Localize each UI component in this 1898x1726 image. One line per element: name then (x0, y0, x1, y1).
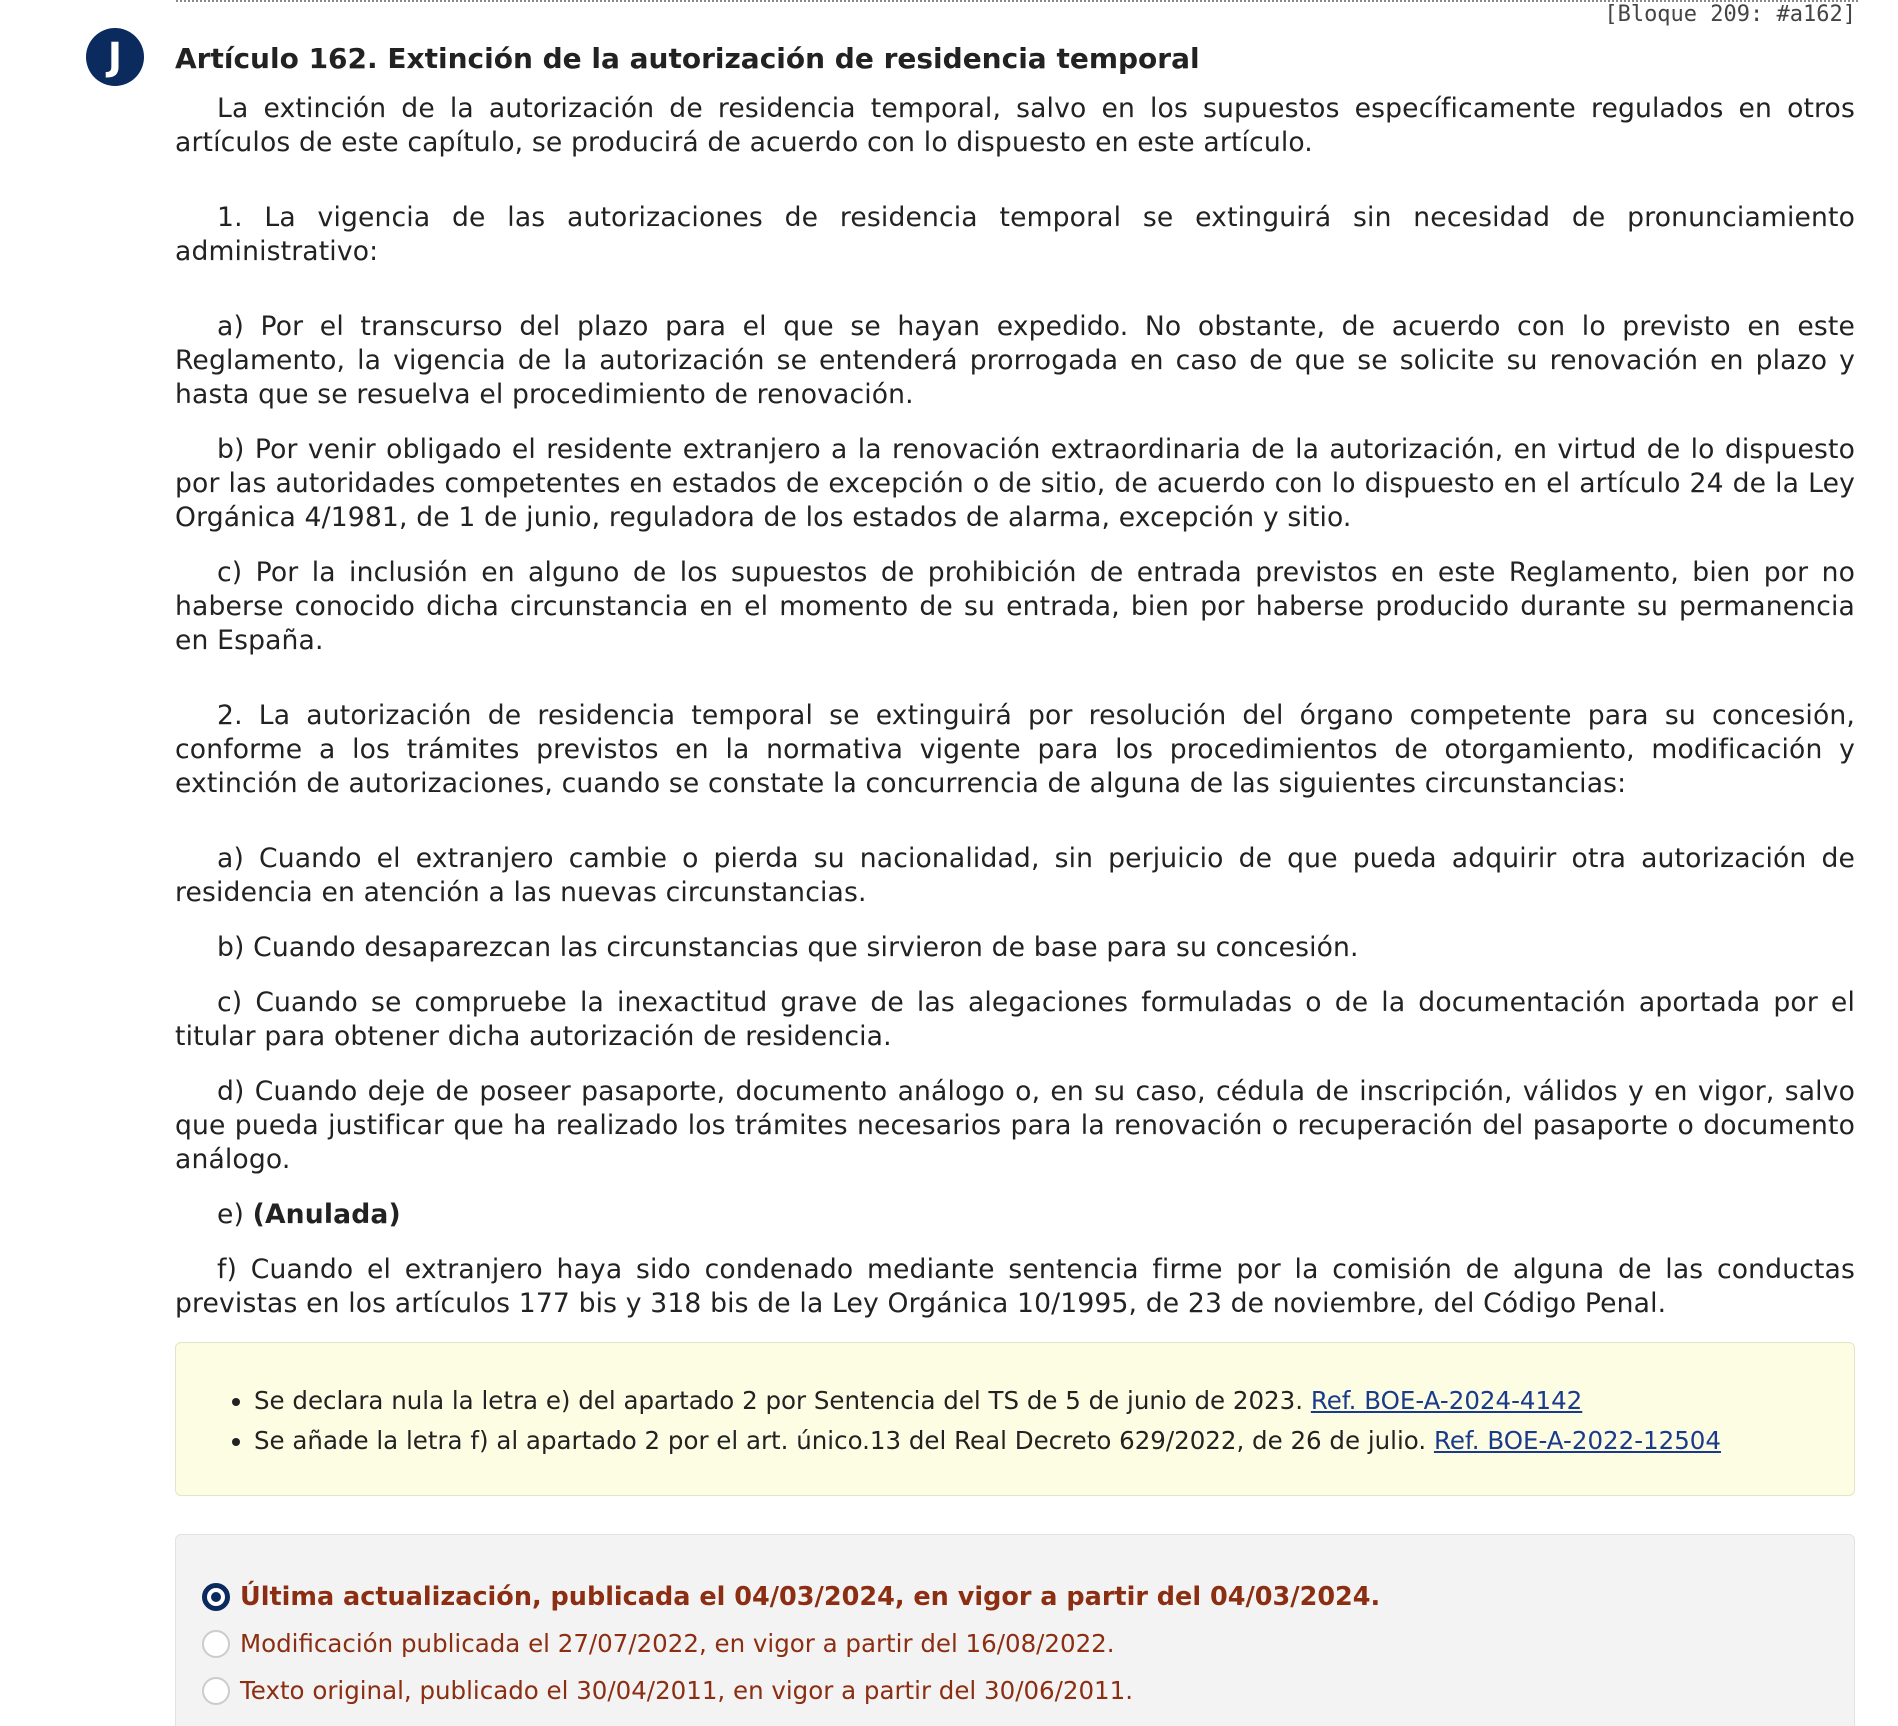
article-title: Artículo 162. Extinción de la autorización de residencia temporal (175, 42, 1200, 75)
section-2-d: d) Cuando deje de poseer pasaporte, documento análogo o, en su caso, cédula de inscripción, válidos y en vigor, salvo que pueda justificar que ha realizado los trámites necesarios para la renovación o recuperación del pasaporte o documento análogo. (175, 1076, 1855, 1175)
section-2-f: f) Cuando el extranjero haya sido condenado mediante sentencia firme por la comisión de alguna de las conductas previstas en los artículos 177 bis y 318 bis de la Ley Orgánica 10/1995, de 23 de noviembre, del Código Penal. (175, 1254, 1855, 1319)
section-1-c: c) Por la inclusión en alguno de los supuestos de prohibición de entrada previstos en este Reglamento, bien por no haberse conocido dicha circunstancia en el momento de su entrada, bien por haberse producido durante su permanencia en España. (175, 557, 1855, 656)
section-1-b: b) Por venir obligado el residente extranjero a la renovación extraordinaria de la autorización, en virtud de lo dispuesto por las autoridades competentes en estados de excepción o de sitio, de acuerdo con lo dispuesto en el artículo 24 de la Ley Orgánica 4/1981, de 1 de junio, reguladora de los estados de alarma, excepción y sitio. (175, 434, 1855, 533)
annulled-label: (Anulada) (252, 1199, 401, 1230)
section-2-a: a) Cuando el extranjero cambie o pierda su nacionalidad, sin perjuicio de que pueda adquirir otra autorización de residencia en atención a las nuevas circunstancias. (175, 843, 1855, 908)
version-label[interactable]: Modificación publicada el 27/07/2022, en vigor a partir del 16/08/2022. (240, 1629, 1115, 1658)
note-item (254, 1381, 1834, 1421)
section-2: 2. La autorización de residencia temporal se extinguirá por resolución del órgano competente para su concesión, conforme a los trámites previstos en la normativa vigente para los procedimientos de otorgamiento, modificación y extinción de autorizaciones, cuando se constate la concurrencia de alguna de las siguientes circunstancias: (175, 700, 1855, 799)
notes-list (226, 1381, 1834, 1461)
note-text: Se declara nula la letra e) del apartado 2 por Sentencia del TS de 5 de junio de 2023. (254, 1386, 1311, 1415)
section-2-b: b) Cuando desaparezcan las circunstancias que sirvieron de base para su concesión. (217, 932, 1359, 963)
version-option-original[interactable] (202, 1667, 1834, 1714)
note-item (254, 1421, 1834, 1461)
note-text: Se añade la letra f) al apartado 2 por el art. único.13 del Real Decreto 629/2022, de 26 de julio. (254, 1426, 1434, 1455)
version-option-latest[interactable] (202, 1573, 1834, 1620)
section-2-e (175, 1198, 1855, 1232)
version-option-2022[interactable] (202, 1620, 1834, 1667)
jurisprudence-badge-icon[interactable]: J (86, 28, 144, 86)
article-content (175, 40, 1855, 1726)
radio-unselected-icon[interactable] (202, 1677, 230, 1705)
boe-reference-link[interactable]: Ref. BOE-A-2024-4142 (1310, 1386, 1583, 1415)
version-label[interactable]: Texto original, publicado el 30/04/2011, en vigor a partir del 30/06/2011. (240, 1676, 1134, 1705)
section-2-c: c) Cuando se compruebe la inexactitud grave de las alegaciones formuladas o de la documentación aportada por el titular para obtener dicha autorización de residencia. (175, 987, 1855, 1052)
radio-selected-icon[interactable] (202, 1583, 230, 1611)
modification-notes (175, 1342, 1855, 1496)
section-2-e-prefix: e) (217, 1199, 253, 1230)
version-selector (175, 1534, 1855, 1726)
article-intro: La extinción de la autorización de residencia temporal, salvo en los supuestos específicamente regulados en otros artículos de este capítulo, se producirá de acuerdo con lo dispuesto en este artículo. (175, 93, 1855, 158)
boe-reference-link[interactable]: Ref. BOE-A-2022-12504 (1433, 1426, 1721, 1455)
section-1: 1. La vigencia de las autorizaciones de residencia temporal se extinguirá sin necesidad de pronunciamiento administrativo: (175, 202, 1855, 267)
version-label[interactable]: Última actualización, publicada el 04/03/2024, en vigor a partir del 04/03/2024. (240, 1581, 1381, 1612)
section-1-a: a) Por el transcurso del plazo para el que se hayan expedido. No obstante, de acuerdo con lo previsto en este Reglamento, la vigencia de la autorización se entenderá prorrogada en caso de que se solicite su renovación en plazo y hasta que se resuelva el procedimiento de renovación. (175, 311, 1855, 410)
block-reference: [Bloque 209: #a162] (1604, 2, 1856, 27)
radio-unselected-icon[interactable] (202, 1630, 230, 1658)
